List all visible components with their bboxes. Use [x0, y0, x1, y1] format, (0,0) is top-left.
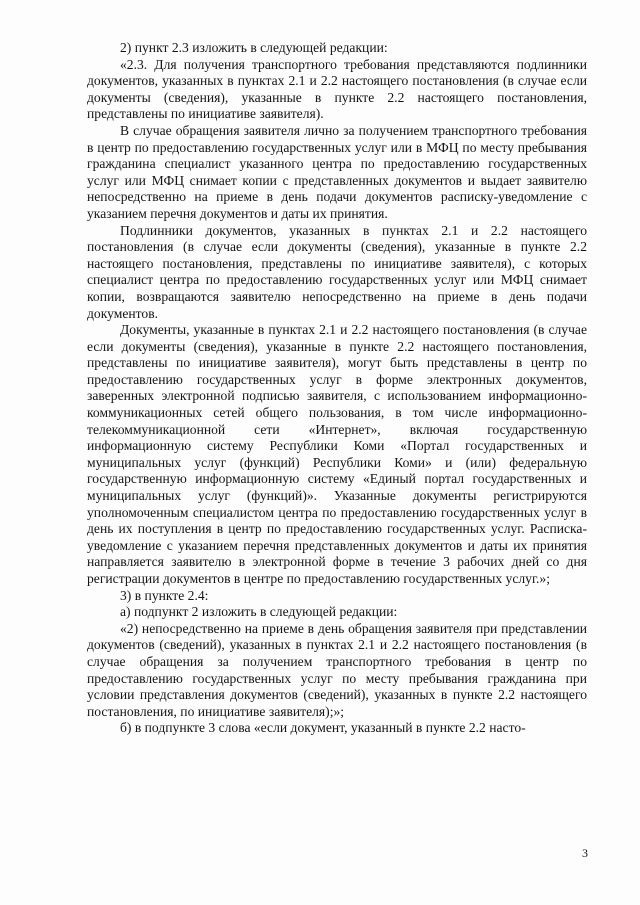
paragraph-originals-returned: Подлинники документов, указанных в пунктах 2.1 и 2.2 настоящего постановления (в случае если документы (сведения), указанные в пункте 2.2 настоящего постановления, представлены по инициативе заявителя), с которых специалист центра по предоставлению государственных услуг или МФЦ снимает копии, возвращаются заявителю непосредственно на приеме в день подачи документов. — [87, 222, 587, 321]
page-number: 3 — [582, 846, 588, 860]
paragraph-section-2-3-intro: «2.3. Для получения транспортного требования представляются подлинники документов, указанных в пунктах 2.1 и 2.2 настоящего постановления (в случае если документы (сведения), указанные в пункте 2.2 настоящего постановления, представлены по инициативе заявителя). — [87, 56, 587, 122]
document-body — [87, 40, 587, 737]
paragraph-item-3: 3) в пункте 2.4: — [120, 587, 209, 603]
paragraph-subitem-b: б) в подпункте 3 слова «если документ, указанный в пункте 2.2 насто- — [120, 720, 526, 736]
paragraph-item-2: 2) пункт 2.3 изложить в следующей редакции: — [120, 40, 388, 55]
paragraph-subitem-a: а) подпункт 2 изложить в следующей редакции: — [120, 604, 398, 620]
paragraph-personal-application: В случае обращения заявителя лично за получением транспортного требования в центр по предоставлению государственных услуг или в МФЦ по месту пребывания гражданина специалист указанного центра по предоставлению государственных услуг или МФЦ снимает копии с представленных документов и выдает заявителю непосредственно на приеме в день подачи документов расписку-уведомление с указанием перечня документов и даты их принятия. — [87, 122, 587, 221]
paragraph-subitem-2-text: «2) непосредственно на приеме в день обращения заявителя при представлении документов (сведений), указанных в пунктах 2.1 и 2.2 настоящего постановления (в случае обращения за получением транспортного требования в центр по предоставлению государственных услуг по месту пребывания гражданина при условии представления документов (сведений), указанных в пункте 2.2 настоящего постановления, по инициативе заявителя);»; — [87, 620, 587, 719]
paragraph-electronic-documents: Документы, указанные в пунктах 2.1 и 2.2 настоящего постановления (в случае если документы (сведения), указанные в пункте 2.2 настоящего постановления, представлены по инициативе заявителя), могут быть представлены в центр по предоставлению государственных услуг в форме электронных документов, заверенных электронной подписью заявителя, с использованием информационно-коммуникационных сетей общего пользования, в том числе информационно-телекоммуникационной сети «Интернет», включая государственную информационную систему Республики Коми «Портал государственных и муниципальных услуг (функций) Республики Коми» и (или) федеральную государственную информационную систему «Единый портал государственных и муниципальных услуг (функций)». Указанные документы регистрируются уполномоченным специалистом центра по предоставлению государственных услуг в день их поступления в центр по предоставлению государственных услуг. Расписка-уведомление с указанием перечня представленных документов и даты их принятия направляется заявителю в электронной форме в течение 3 рабочих дней со дня регистрации документов в центре по предоставлению государственных услуг.»; — [87, 322, 587, 586]
